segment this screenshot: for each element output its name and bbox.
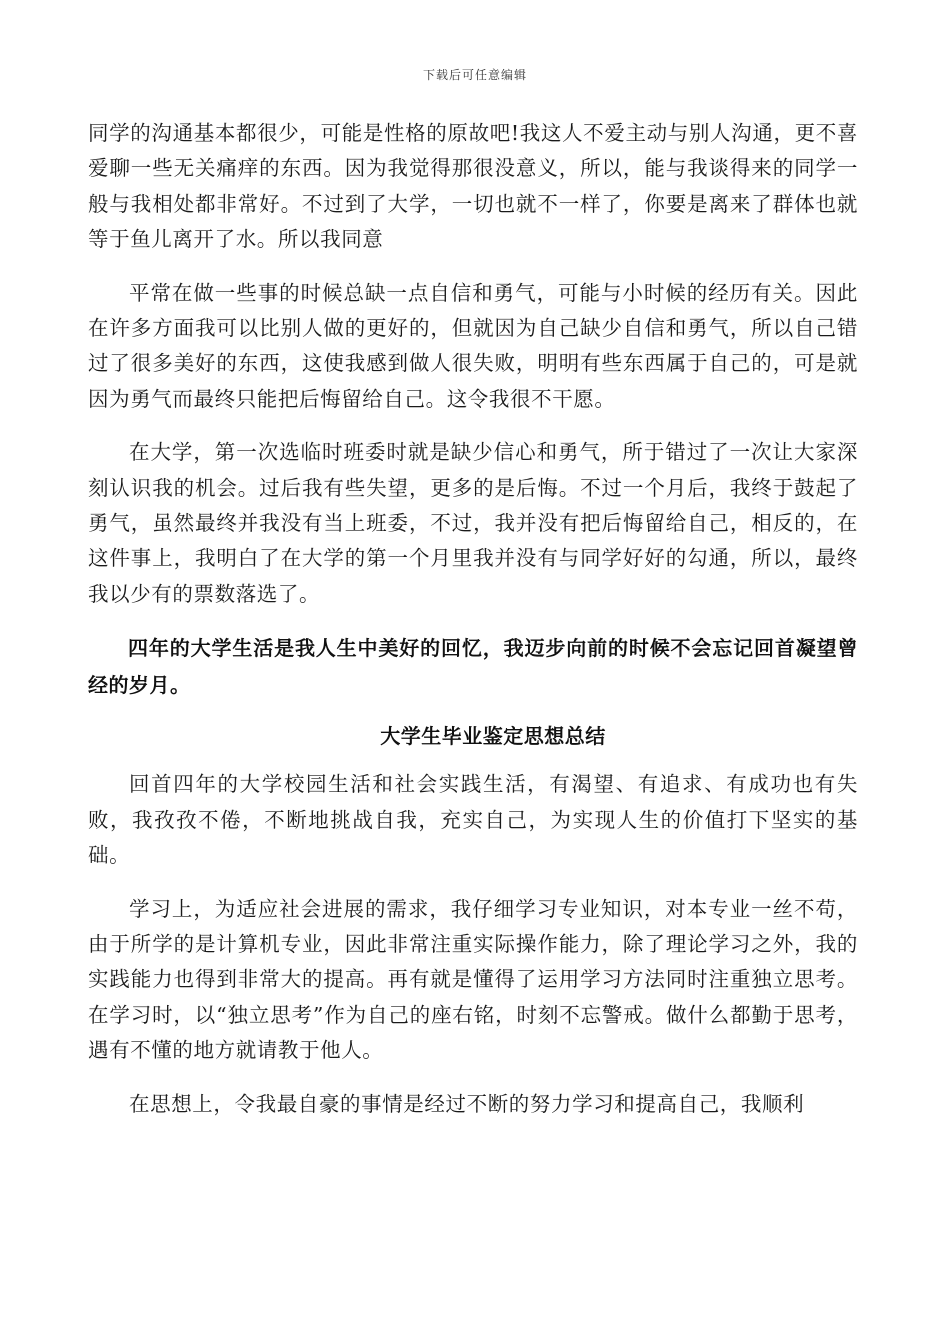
section-title: 大学生毕业鉴定思想总结 [380,724,606,749]
paragraph-5: 学习上，为适应社会进展的需求，我仔细学习专业知识，对本专业一丝不苟，由于所学的是计算机专业，因此非常注重实际操作能力，除了理论学习之外，我的实践能力也得到非常大的提高。再有就是懂得了运用学习方法同时注重独立思考。在学习时，以“独立思考”作为自己的座右铭，时刻不忘警戒。做什么都勤于思考，遇有不懂的地方就请教于他人。 [88,896,858,1063]
paragraph-6: 在思想上，令我最自豪的事情是经过不断的努力学习和提高自己，我顺利 [129,1091,805,1116]
bold-paragraph: 四年的大学生活是我人生中美好的回忆，我迈步向前的时候不会忘记回首凝望曾经的岁月。 [88,636,858,698]
document-body [88,116,858,1122]
page-header: 下载后可任意编辑 [422,68,527,82]
paragraph-3: 在大学，第一次选临时班委时就是缺少信心和勇气，所于错过了一次让大家深刻认识我的机会。过后我有些失望，更多的是后悔。不过一个月后，我终于鼓起了勇气，虽然最终并我没有当上班委，不过，我并没有把后悔留给自己，相反的，在这件事上，我明白了在大学的第一个月里我并没有与同学好好的勾通，所以，最终我以少有的票数落选了。 [88,440,858,606]
paragraph-1: 同学的沟通基本都很少，可能是性格的原故吧!我这人不爱主动与别人沟通，更不喜爱聊一些无关痛痒的东西。因为我觉得那很没意义，所以，能与我谈得来的同学一般与我相处都非常好。不过到了大学，一切也就不一样了，你要是离来了群体也就等于鱼儿离开了水。所以我同意 [88,121,858,252]
paragraph-4: 回首四年的大学校园生活和社会实践生活，有渴望、有追求、有成功也有失败，我孜孜不倦，不断地挑战自我，充实自己，为实现人生的价值打下坚实的基础。 [88,772,858,868]
paragraph-2: 平常在做一些事的时候总缺一点自信和勇气，可能与小时候的经历有关。因此在许多方面我可以比别人做的更好的，但就因为自己缺少自信和勇气，所以自己错过了很多美好的东西，这使我感到做人很失败，明明有些东西属于自己的，可是就因为勇气而最终只能把后悔留给自己。这令我很不干愿。 [88,280,858,411]
